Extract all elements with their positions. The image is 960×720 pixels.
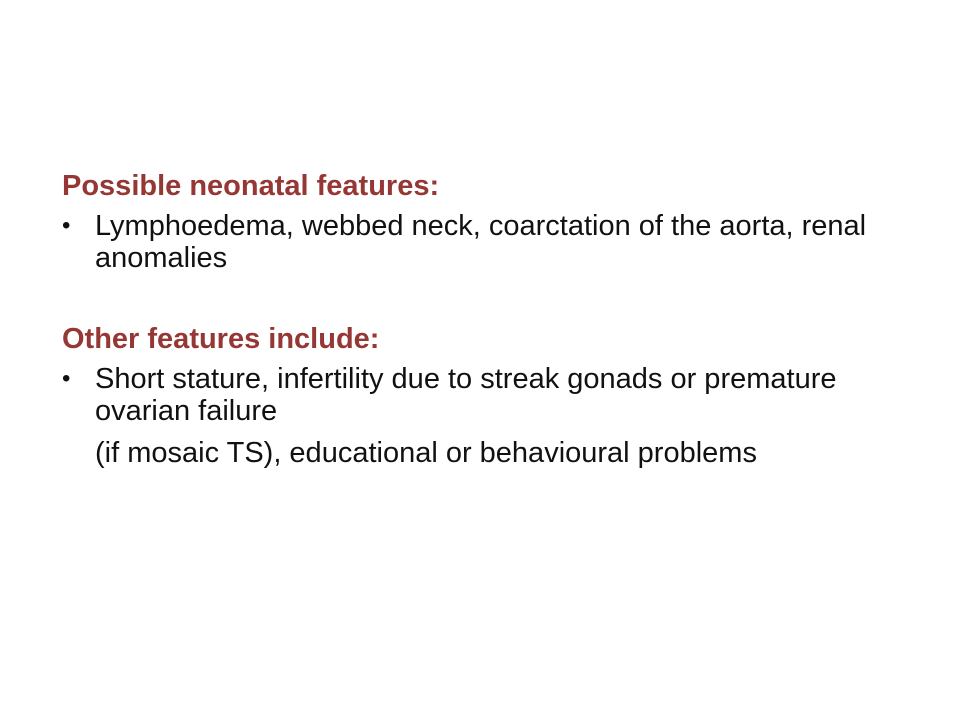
other-features-text: Short stature, infertility due to streak gonads or premature ovarian failure	[95, 363, 837, 427]
other-features-continuation: (if mosaic TS), educational or behavioural problems	[95, 437, 757, 469]
other-features-heading: Other features include:	[62, 323, 380, 355]
bullet-icon: •	[62, 365, 71, 392]
other-features-bullet	[62, 363, 902, 427]
neonatal-features-text: Lymphoedema, webbed neck, coarctation of the aorta, renal anomalies	[95, 210, 867, 274]
bullet-icon: •	[62, 212, 71, 239]
slide-content	[62, 168, 902, 469]
neonatal-features-bullet	[62, 210, 902, 274]
neonatal-features-heading: Possible neonatal features:	[62, 170, 440, 202]
section-spacer	[62, 274, 902, 321]
